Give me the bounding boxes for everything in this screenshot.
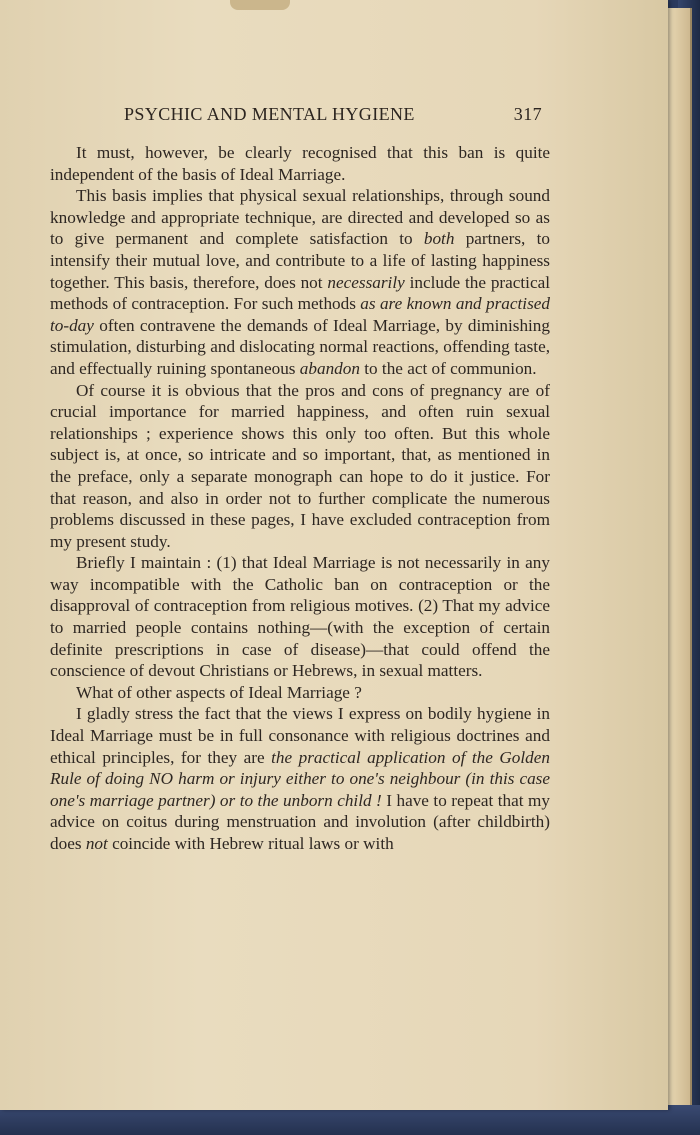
text-run: to the act of communion.	[359, 358, 537, 378]
italic-text: as are known and practised to-day	[50, 294, 550, 335]
text-run: Briefly I maintain : (1) that Ideal Marriage is not necessarily in any way incompatible with the Catholic ban on contraception or the disapproval of contraception from religious motives. (2) That my advice to married people contains nothing—(with the exception of certain definite prescriptions in case of disease)—that could offend the conscience of devout Christians or Hebrews, in sexual matters.	[50, 553, 550, 681]
italic-text: necessarily	[327, 272, 405, 292]
text-run: often contravene the demands of Ideal Marriage, by diminishing stimulation, disturbing and dislocating normal reactions, offending taste, and effectually ruining spontaneous	[50, 315, 550, 378]
paragraph	[50, 703, 550, 854]
page-stain	[230, 0, 290, 10]
text-run: I have to repeat that my advice on coitus during menstruation and involution (after childbirth) does	[50, 790, 550, 853]
italic-text: not	[85, 834, 108, 853]
text-run: Of course it is obvious that the pros and cons of pregnancy are of crucial importance for married happiness, and often ruin sexual relationships ; experience shows this only too often. But this whole subject is, at once, so intricate and so important, that, as mentioned in the preface, only a separate monograph can hope to do it justice. For that reason, and also in order not to further complicate the numerous problems discussed in these pages, I have excluded contraception from my present study.	[50, 380, 550, 551]
text-run: include the practical methods of contraception. For such methods	[50, 272, 550, 314]
body-text	[50, 142, 550, 855]
paragraph	[50, 682, 550, 704]
paragraph	[50, 185, 550, 379]
text-run: It must, however, be clearly recognised that this ban is quite independent of the basis of Ideal Marriage.	[50, 143, 550, 184]
page-number: 317	[513, 104, 542, 124]
italic-text: the practical application of the Golden Rule of doing NO harm or injury either to one's neighbour (in this case one's marriage partner) or to the unborn child !	[50, 747, 550, 810]
text-run: This basis implies that physical sexual relationships, through sound knowledge and appropriate technique, are directed and developed so as to give permanent and complete satisfaction to	[50, 186, 550, 249]
paragraph	[50, 142, 550, 185]
paragraph	[50, 552, 550, 682]
text-run: partners, to intensify their mutual love, and contribute to a life of lasting happiness together. This basis, therefore, does not	[50, 229, 550, 292]
running-title: PSYCHIC AND MENTAL HYGIENE	[124, 104, 415, 124]
paragraph	[50, 380, 550, 553]
text-run: I gladly stress the fact that the views I express on bodily hygiene in Ideal Marriage must be in full consonance with religious doctrines and ethical principles, for they are	[50, 704, 550, 767]
text-run: coincide with Hebrew ritual laws or with	[107, 834, 394, 853]
text-run: What of other aspects of Ideal Marriage ?	[76, 682, 362, 702]
italic-text: abandon	[299, 358, 360, 378]
italic-text: both	[423, 229, 455, 249]
